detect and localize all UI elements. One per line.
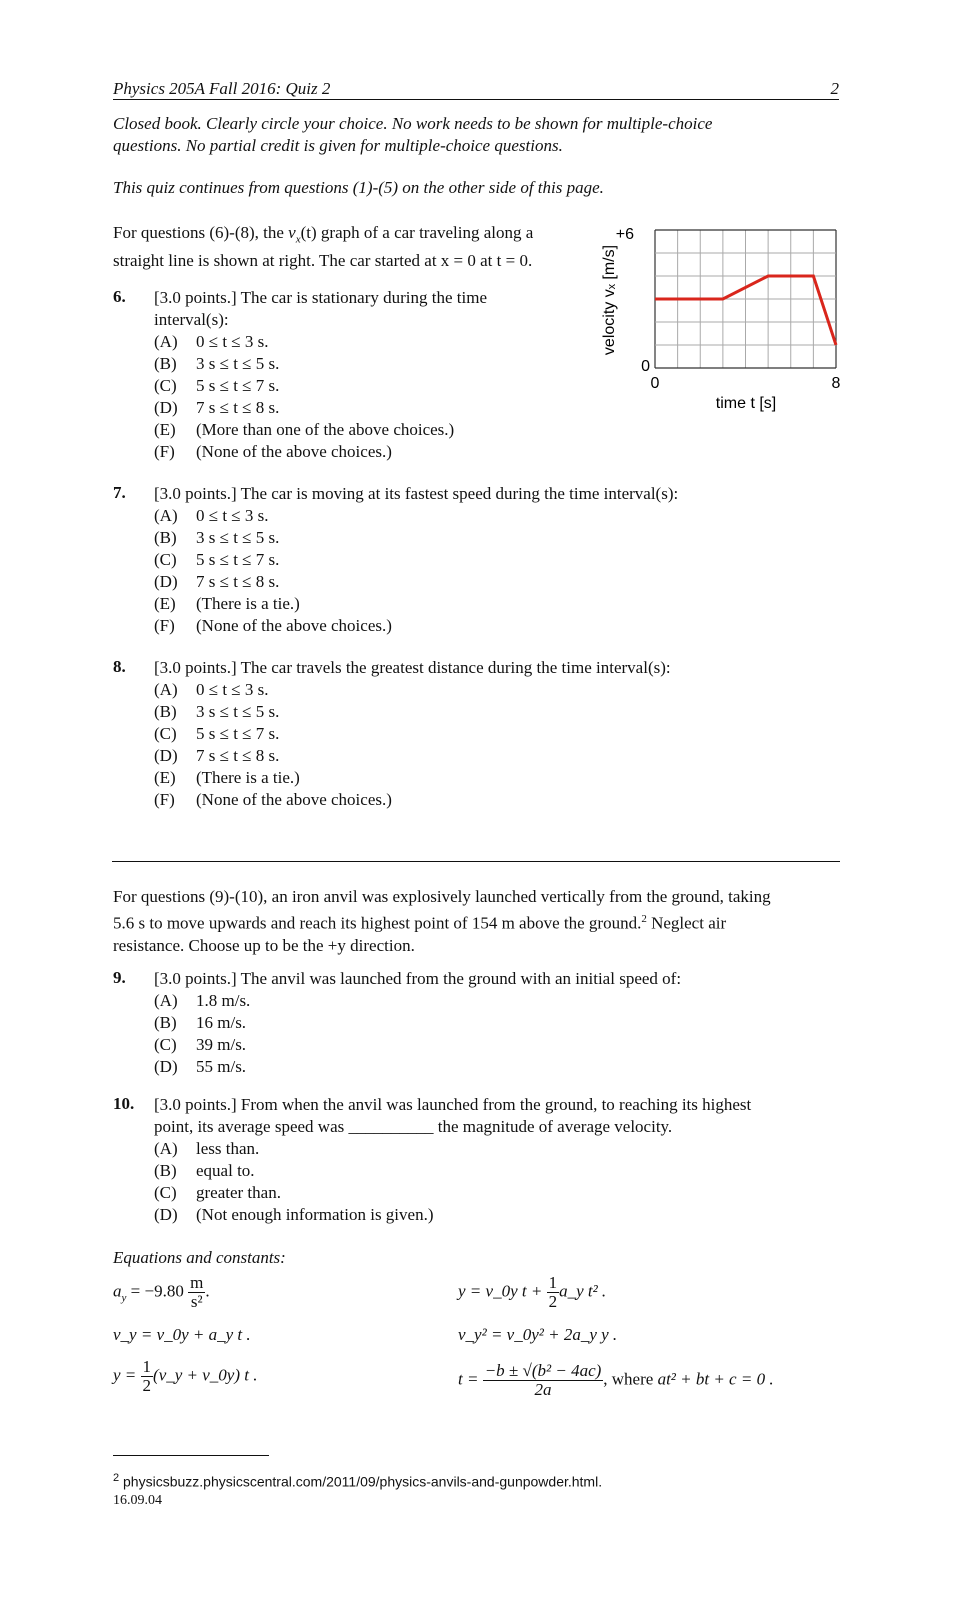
option-text: (More than one of the above choices.) (196, 420, 455, 439)
equation-quadratic (458, 1362, 774, 1399)
option-f[interactable] (154, 615, 853, 637)
question-8 (113, 657, 853, 811)
question-text: [3.0 points.] The car travels the greatest distance during the time interval(s): (154, 658, 671, 677)
question-text: point, its average speed was __________ the magnitude of average velocity. (154, 1117, 673, 1136)
option-text: (Not enough information is given.) (196, 1205, 434, 1224)
intro-questions-9-10 (113, 886, 771, 957)
option-text: 3 s ≤ t ≤ 5 s. (196, 528, 280, 547)
option-letter: (C) (154, 724, 177, 743)
option-letter: (B) (154, 1161, 177, 1180)
eq-numerator: −b ± √(b² − 4ac) (484, 1361, 602, 1380)
eq-numerator: 1 (548, 1273, 558, 1292)
option-text: greater than. (196, 1183, 281, 1202)
option-text: (There is a tie.) (196, 594, 300, 613)
y-axis-label: velocity vₓ [m/s] (601, 244, 618, 356)
question-text: [3.0 points.] The car is stationary during the time (154, 288, 488, 307)
option-letter: (C) (154, 1035, 177, 1054)
option-letter: (A) (154, 1139, 178, 1158)
options-list (113, 1138, 853, 1226)
option-letter: (B) (154, 528, 177, 547)
option-text: equal to. (196, 1161, 255, 1180)
question-7 (113, 483, 853, 637)
question-text: [3.0 points.] From when the anvil was launched from the ground, to reaching its highest (154, 1095, 752, 1114)
eq-end: . (205, 1281, 210, 1301)
x-tick-label-zero: 0 (650, 375, 660, 392)
option-letter: (C) (154, 376, 177, 395)
instructions (113, 113, 712, 157)
footnote-link-text: physicsbuzz.physicscentral.com/2011/09/physics-anvils-and-gunpowder.html. (119, 1473, 603, 1490)
option-a[interactable] (154, 1138, 853, 1160)
option-f[interactable] (154, 789, 853, 811)
option-c[interactable] (154, 723, 853, 745)
eq-denominator: s² (190, 1292, 203, 1311)
option-c[interactable] (154, 375, 853, 397)
x-axis-label: time t [s] (715, 395, 777, 412)
continues-note: This quiz continues from questions (1)-(5) on the other side of this page. (113, 178, 604, 197)
option-letter: (D) (154, 572, 178, 591)
option-letter: (A) (154, 332, 178, 351)
eq-denominator: 2 (142, 1376, 152, 1395)
option-letter: (D) (154, 746, 178, 765)
question-text: interval(s): (154, 310, 229, 329)
option-text: (None of the above choices.) (196, 616, 392, 635)
option-b[interactable] (154, 1160, 853, 1182)
question-number: 8. (113, 657, 126, 676)
option-letter: (E) (154, 768, 176, 787)
intro-text: Neglect air (646, 913, 727, 933)
option-d[interactable] (154, 745, 853, 767)
option-text: 0 ≤ t ≤ 3 s. (196, 332, 269, 351)
option-text: 5 s ≤ t ≤ 7 s. (196, 724, 280, 743)
eq-rest: (v_y + v_0y) t . (153, 1365, 258, 1385)
question-10 (113, 1094, 853, 1226)
option-b[interactable] (154, 353, 853, 375)
question-6 (113, 287, 853, 463)
options-list (113, 990, 853, 1078)
option-letter: (F) (154, 616, 175, 635)
eq-value: = −9.80 (126, 1281, 189, 1301)
option-b[interactable] (154, 1012, 853, 1034)
option-text: 3 s ≤ t ≤ 5 s. (196, 702, 280, 721)
eq-part: a_y t² . (559, 1281, 607, 1301)
equation-acceleration (113, 1274, 210, 1311)
option-c[interactable] (154, 549, 853, 571)
y-tick-label-top: +6 (615, 226, 634, 243)
option-a[interactable] (154, 990, 853, 1012)
velocity-subscript: x (295, 233, 301, 246)
option-c[interactable] (154, 1034, 853, 1056)
option-letter: (D) (154, 1205, 178, 1224)
question-text: [3.0 points.] The anvil was launched from the ground with an initial speed of: (154, 969, 682, 988)
intro-text: For questions (9)-(10), an iron anvil was explosively launched vertically from the ground, taking (113, 887, 771, 906)
option-letter: (D) (154, 1057, 178, 1076)
eq-subscript: y (121, 1291, 127, 1304)
option-text: (None of the above choices.) (196, 790, 392, 809)
option-d[interactable] (154, 571, 853, 593)
question-number: 9. (113, 968, 126, 987)
question-number: 7. (113, 483, 126, 502)
option-letter: (F) (154, 790, 175, 809)
intro-text: resistance. Choose up to be the +y direction. (113, 935, 415, 955)
option-a[interactable] (154, 679, 853, 701)
option-letter: (B) (154, 1013, 177, 1032)
option-text: 16 m/s. (196, 1013, 247, 1032)
option-text: 55 m/s. (196, 1057, 247, 1076)
footnote-ref: 2 (641, 913, 647, 925)
option-letter: (C) (154, 550, 177, 569)
option-letter: (D) (154, 398, 178, 417)
option-e[interactable] (154, 419, 853, 441)
option-e[interactable] (154, 767, 853, 789)
option-letter: (B) (154, 702, 177, 721)
options-list (113, 505, 853, 637)
option-text: 0 ≤ t ≤ 3 s. (196, 680, 269, 699)
intro-text: straight line is shown at right. The car started at x = 0 at t = 0. (113, 251, 533, 271)
option-b[interactable] (154, 527, 853, 549)
eq-part: y = v_0y t + (458, 1281, 547, 1301)
option-text: 3 s ≤ t ≤ 5 s. (196, 354, 280, 373)
equation-position-average (113, 1358, 257, 1395)
velocity-symbol: v (288, 223, 296, 242)
question-text: [3.0 points.] The car is moving at its fastest speed during the time interval(s): (154, 484, 679, 503)
page-number: 2 (830, 79, 839, 98)
intro-questions-6-8 (113, 222, 533, 272)
option-d[interactable] (154, 1204, 853, 1226)
option-e[interactable] (154, 593, 853, 615)
question-9 (113, 968, 853, 1078)
option-text: 7 s ≤ t ≤ 8 s. (196, 572, 280, 591)
y-tick-label-zero: 0 (641, 358, 650, 375)
option-text: 5 s ≤ t ≤ 7 s. (196, 376, 280, 395)
option-text: 0 ≤ t ≤ 3 s. (196, 506, 269, 525)
page-header (113, 79, 839, 100)
equation-velocity: v_y = v_0y + a_y t . (113, 1325, 251, 1344)
option-b[interactable] (154, 701, 853, 723)
eq-lhs: y = (113, 1365, 141, 1385)
option-text: 39 m/s. (196, 1035, 247, 1054)
option-letter: (A) (154, 991, 178, 1010)
option-letter: (A) (154, 680, 178, 699)
option-text: 5 s ≤ t ≤ 7 s. (196, 550, 280, 569)
document-date: 16.09.04 (113, 1493, 162, 1508)
eq-denominator: 2 (548, 1292, 558, 1311)
option-text: 7 s ≤ t ≤ 8 s. (196, 398, 280, 417)
x-tick-label-end: 8 (831, 375, 841, 392)
instructions-line: questions. No partial credit is given for multiple-choice questions. (113, 136, 563, 155)
option-text: 7 s ≤ t ≤ 8 s. (196, 746, 280, 765)
intro-text: (t) graph of a car traveling along a (300, 223, 534, 242)
option-letter: (E) (154, 420, 176, 439)
footnote-rule (113, 1455, 269, 1456)
eq-symbol: a (113, 1281, 122, 1301)
eq-lhs: t = (458, 1369, 483, 1389)
section-divider (112, 861, 840, 862)
option-a[interactable] (154, 331, 853, 353)
equations-heading: Equations and constants: (113, 1248, 286, 1267)
option-f[interactable] (154, 441, 853, 463)
option-text: less than. (196, 1139, 260, 1158)
option-letter: (A) (154, 506, 178, 525)
eq-denominator: 2a (534, 1380, 552, 1399)
options-list (113, 331, 853, 463)
eq-condition: at² + bt + c = 0 . (657, 1369, 774, 1389)
option-d[interactable] (154, 1056, 853, 1078)
course-title: Physics 205A Fall 2016: Quiz 2 (113, 79, 331, 98)
option-letter: (C) (154, 1183, 177, 1202)
options-list (113, 679, 853, 811)
option-d[interactable] (154, 397, 853, 419)
eq-numerator: m (190, 1273, 204, 1292)
equation-velocity-squared: v_y² = v_0y² + 2a_y y . (458, 1325, 618, 1344)
equation-position-kinematic (458, 1274, 606, 1311)
eq-numerator: 1 (142, 1357, 152, 1376)
option-text: (None of the above choices.) (196, 442, 392, 461)
option-letter: (F) (154, 442, 175, 461)
option-a[interactable] (154, 505, 853, 527)
instructions-line: Closed book. Clearly circle your choice. No work needs to be shown for multiple-choice (113, 114, 713, 133)
footnote-mark: 2 (113, 1472, 120, 1484)
option-text: (There is a tie.) (196, 768, 300, 787)
eq-where: , where (603, 1369, 658, 1389)
question-number: 10. (113, 1094, 135, 1113)
option-letter: (B) (154, 354, 177, 373)
option-text: 1.8 m/s. (196, 991, 251, 1010)
footnote (113, 1472, 602, 1490)
option-letter: (E) (154, 594, 176, 613)
intro-text: For questions (6)-(8), the (113, 223, 289, 242)
question-number: 6. (113, 287, 126, 306)
intro-text: 5.6 s to move upwards and reach its highest point of 154 m above the ground. (113, 913, 642, 933)
option-c[interactable] (154, 1182, 853, 1204)
